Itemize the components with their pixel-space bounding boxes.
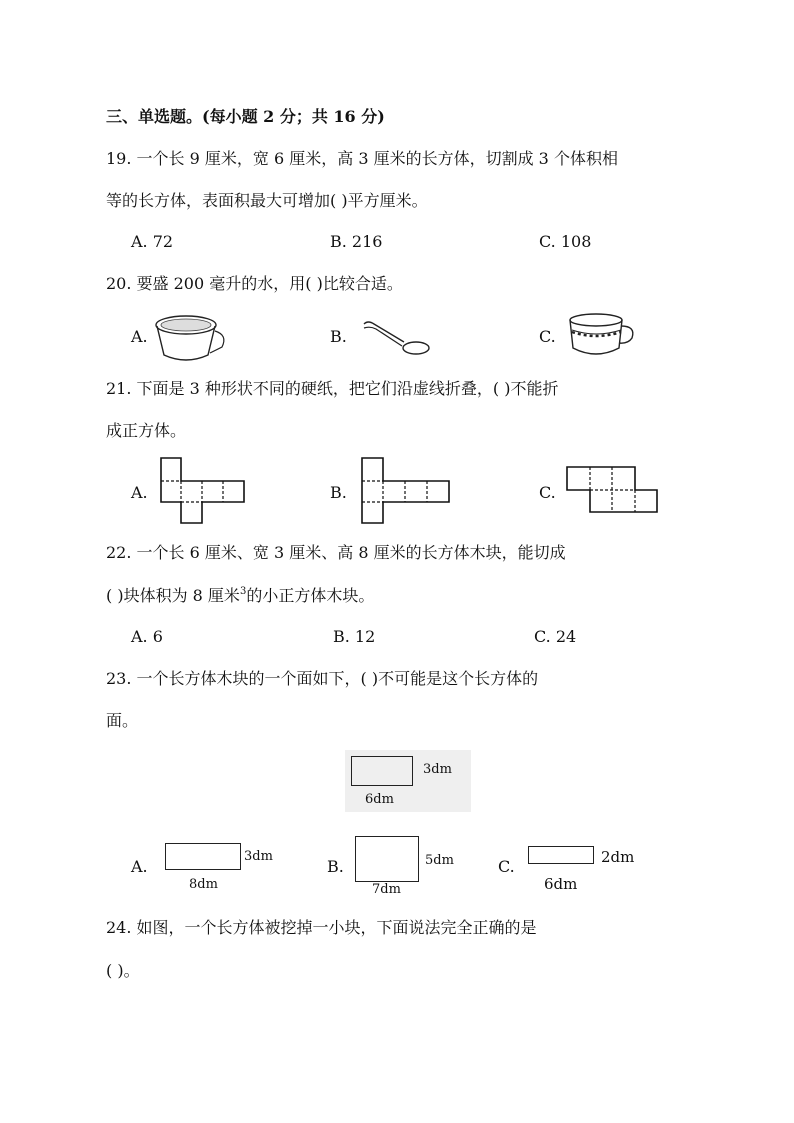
q23-line2: 面。 xyxy=(106,711,139,730)
q19-line2: 等的长方体，表面积最大可增加( )平方厘米。 xyxy=(106,191,428,210)
q23-option-a[interactable]: A. xyxy=(131,857,148,876)
q20-option-c[interactable]: C. xyxy=(539,327,556,346)
q23-option-c-height: 2dm xyxy=(601,848,635,866)
given-face-figure xyxy=(345,750,471,812)
teacup-icon xyxy=(566,310,638,362)
q21-line2: 成正方体。 xyxy=(106,421,187,440)
q19-option-b[interactable]: B. 216 xyxy=(330,232,383,251)
q19-option-c[interactable]: C. 108 xyxy=(539,232,592,251)
q21-option-b[interactable]: B. xyxy=(330,483,347,502)
given-face-rect xyxy=(351,756,413,786)
q23-option-b-rect xyxy=(355,836,419,882)
q20-option-a[interactable]: A. xyxy=(131,327,148,346)
q23-option-a-width: 8dm xyxy=(189,877,218,892)
q23-option-c[interactable]: C. xyxy=(498,857,515,876)
given-face-height: 3dm xyxy=(423,762,452,777)
cube-net-a xyxy=(160,457,248,525)
q22-option-b[interactable]: B. 12 xyxy=(333,627,376,646)
bucket-icon xyxy=(152,313,228,365)
q22-line2-suffix: 的小正方体木块。 xyxy=(246,586,375,605)
q22-line1: 22. 一个长 6 厘米、宽 3 厘米、高 8 厘米的长方体木块，能切成 xyxy=(106,543,566,562)
q21-option-a[interactable]: A. xyxy=(131,483,148,502)
q23-option-c-width: 6dm xyxy=(544,875,578,893)
q22-option-a[interactable]: A. 6 xyxy=(131,627,163,646)
q20-option-b[interactable]: B. xyxy=(330,327,347,346)
q23-line1: 23. 一个长方体木块的一个面如下，( )不可能是这个长方体的 xyxy=(106,669,539,688)
given-face-width: 6dm xyxy=(365,792,394,807)
q23-option-b[interactable]: B. xyxy=(327,857,344,876)
section-title: 三、单选题。(每小题 2 分；共 16 分) xyxy=(106,107,385,126)
spoon-icon xyxy=(360,318,432,358)
q23-option-a-rect xyxy=(165,843,241,870)
q19-option-a[interactable]: A. 72 xyxy=(131,232,174,251)
q21-option-c[interactable]: C. xyxy=(539,483,556,502)
cube-net-b xyxy=(361,457,453,525)
q23-option-a-height: 3dm xyxy=(244,849,273,864)
q23-option-b-width: 7dm xyxy=(372,882,401,897)
q22-line2 xyxy=(106,586,374,609)
q22-option-c[interactable]: C. 24 xyxy=(534,627,577,646)
q19-line1: 19. 一个长 9 厘米，宽 6 厘米，高 3 厘米的长方体，切割成 3 个体积相 xyxy=(106,149,618,168)
q23-option-b-height: 5dm xyxy=(425,853,454,868)
q24-line2: ( )。 xyxy=(106,961,140,980)
q23-option-c-rect xyxy=(528,846,594,864)
q22-line2-prefix: ( )块体积为 8 厘米 xyxy=(106,586,240,605)
q22-line2-sup: 3 xyxy=(239,586,247,597)
q21-line1: 21. 下面是 3 种形状不同的硬纸，把它们沿虚线折叠，( )不能折 xyxy=(106,379,559,398)
cube-net-c xyxy=(566,466,660,516)
q24-line1: 24. 如图，一个长方体被挖掉一小块，下面说法完全正确的是 xyxy=(106,918,537,937)
q20-line1: 20. 要盛 200 毫升的水，用( )比较合适。 xyxy=(106,274,403,293)
